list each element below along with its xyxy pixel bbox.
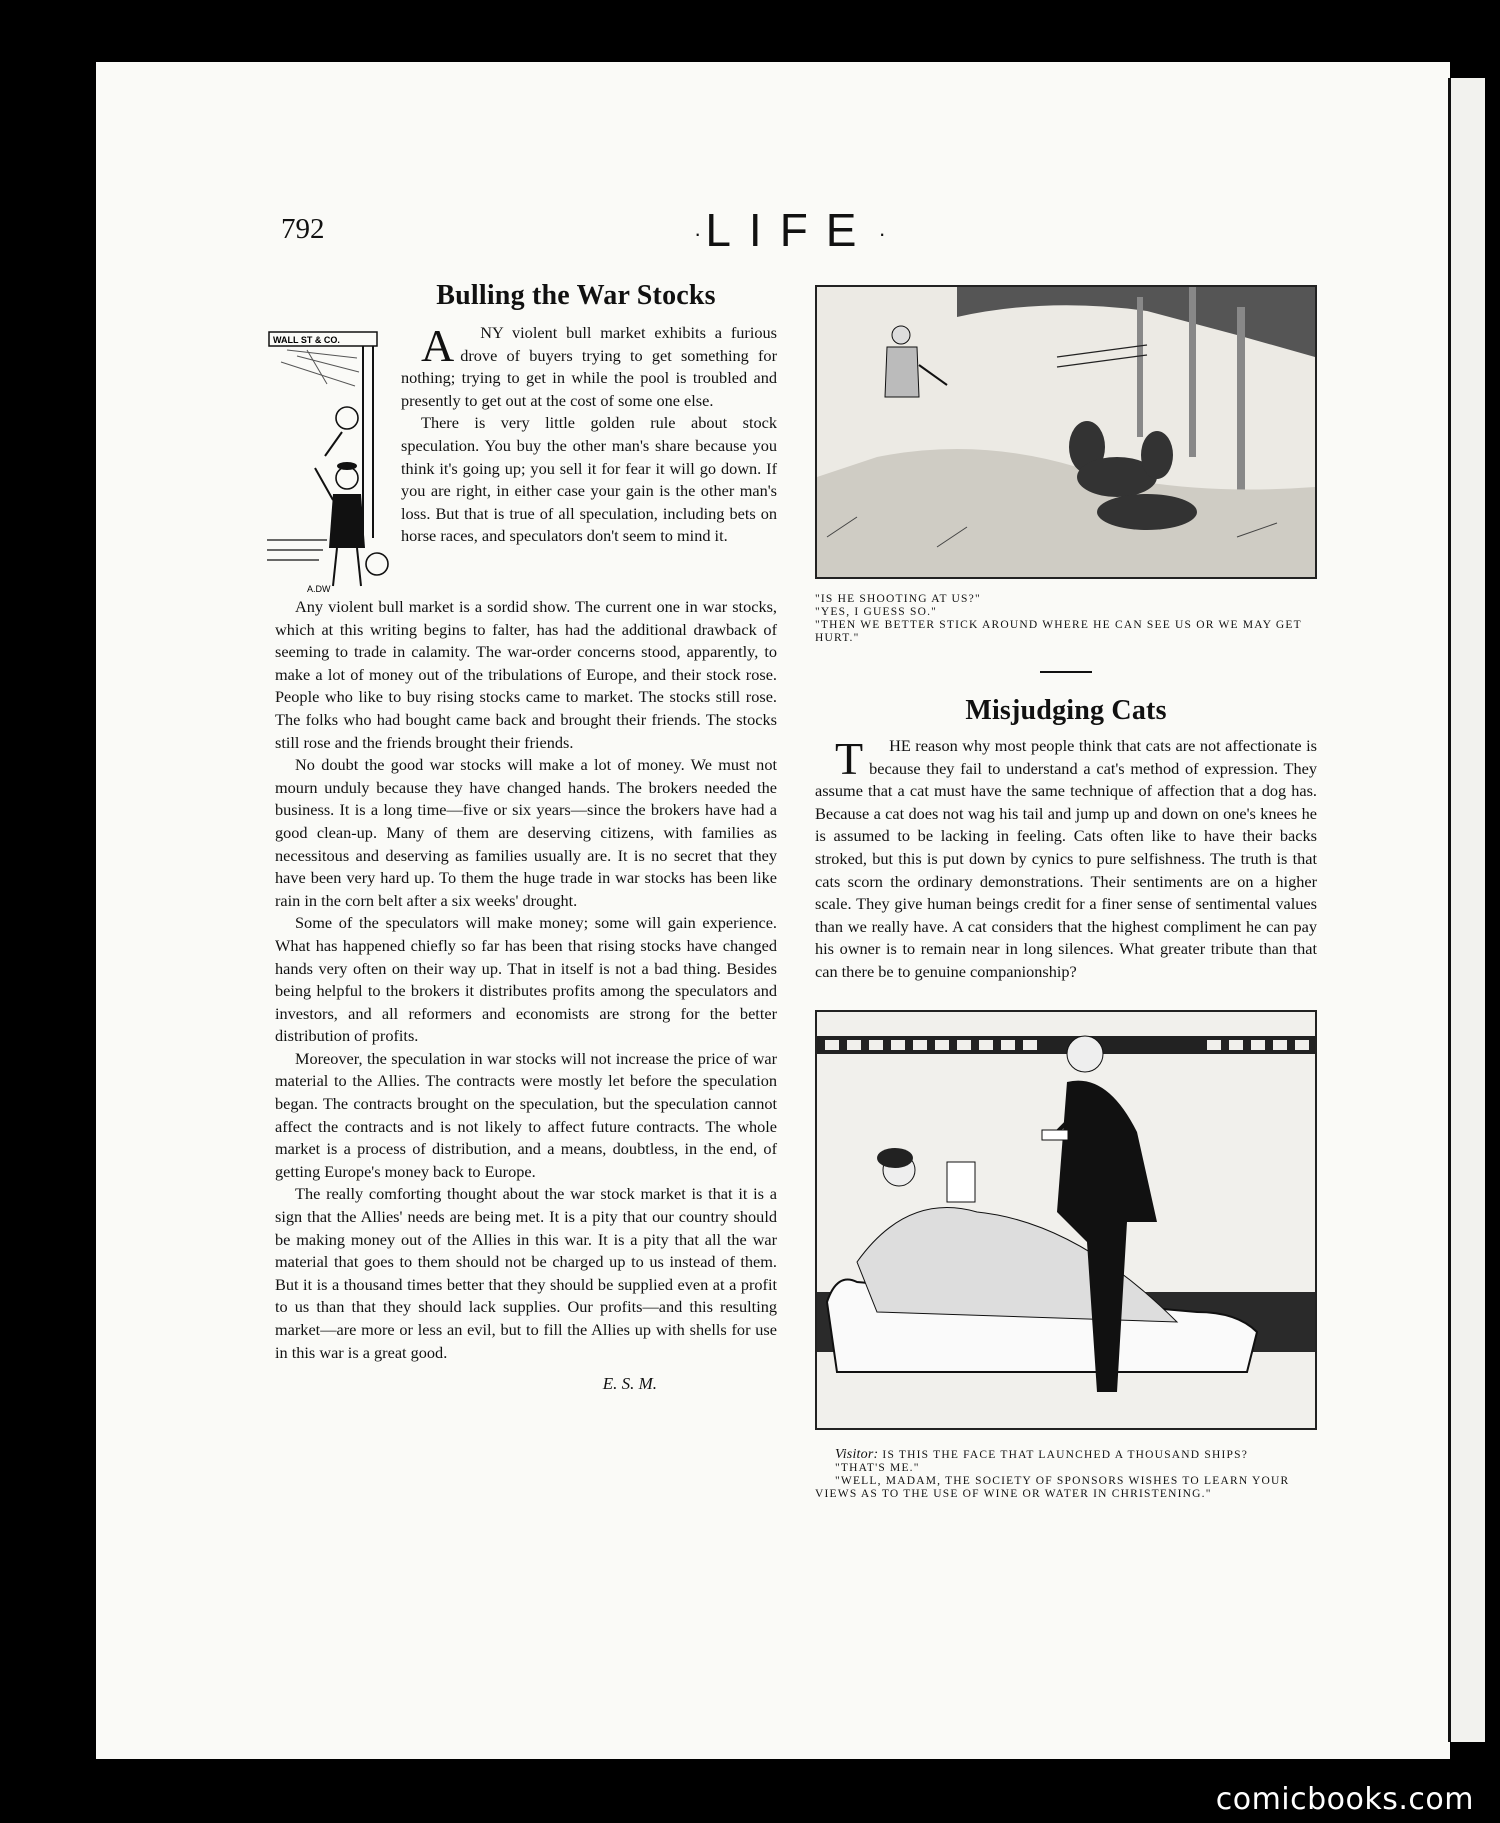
right-column bbox=[815, 285, 1317, 1501]
left-column bbox=[275, 280, 777, 1394]
sofa-illustration bbox=[815, 1010, 1317, 1430]
dropcap-t: T bbox=[835, 733, 864, 784]
facing-page-edge bbox=[1448, 78, 1485, 1742]
paragraph: Any violent bull market is a sordid show. The current one in war stocks, which at this writing begins to falter, has had the additional drawback of seeming to trade in calamity. The war-order concerns stood, apparently, to make a lot of money out of the tribulations of Europe, and their stock rose. People who like to buy rising stocks came to market. The stocks still rose. The folks who had bought came back and brought their friends. The stocks still rose and the friends brought their friends. bbox=[275, 597, 777, 752]
caption-line: "THAT'S ME." bbox=[835, 1461, 920, 1474]
hunting-caption bbox=[815, 593, 1317, 645]
caption-line: "IS HE SHOOTING AT US?" bbox=[815, 593, 981, 605]
hunting-dogs-illustration bbox=[815, 285, 1317, 579]
article-title-cats: Misjudging Cats bbox=[965, 695, 1167, 726]
dropcap-a: A bbox=[421, 320, 455, 371]
masthead bbox=[690, 203, 890, 257]
cartoon-sign-text: WALL ST & CO. bbox=[273, 335, 340, 345]
paragraph-intro-text: NY violent bull market exhibits a furious drove of buyers trying to get something for nothing; trying to get in while the pool is troubled and presently to get out at the cost of some one else. bbox=[401, 323, 777, 410]
caption-line: "WELL, MADAM, THE SOCIETY OF SPONSORS WISHES TO LEARN YOUR VIEWS AS TO THE USE OF WINE OR WATER IN CHRISTENING." bbox=[815, 1474, 1290, 1500]
cartoon-signature: A.DW bbox=[307, 584, 331, 594]
caption-line: IS THIS THE FACE THAT LAUNCHED A THOUSAND SHIPS? bbox=[882, 1448, 1249, 1461]
author-signature: E. S. M. bbox=[602, 1374, 657, 1394]
masthead-dot-right: · bbox=[878, 220, 886, 246]
paragraph-cats bbox=[815, 735, 1317, 984]
broker-cartoon bbox=[267, 328, 391, 596]
paragraph: There is very little golden rule about stock speculation. You buy the other man's share because you think it's going up; you sell it for fear it will go down. If you are right, in either case your gain is the other man's loss. But that is true of all speculation, including bets on horse races, and speculators don't seem to mind it. bbox=[401, 413, 777, 546]
article-title-war-stocks: Bulling the War Stocks bbox=[436, 280, 716, 311]
paragraph: The really comforting thought about the war stock market is that it is a sign that the Allies' needs are being met. It is a pity that our country should be making money out of the Allies in this war. It is a pity that all the war material that goes to them should not be charged up to us instead of them. But it is a thousand times better that they should be supplied even at a profit to us than that they should lack supplies. Our profits—and this resulting market—are more or less an evil, but to fill the Allies up with shells for use in this war is a great good. bbox=[275, 1184, 777, 1362]
caption-line: "THEN WE BETTER STICK AROUND WHERE HE CAN SEE US OR WE MAY GET HURT." bbox=[815, 619, 1302, 644]
article-body-war-stocks bbox=[275, 322, 777, 1394]
section-divider bbox=[1040, 671, 1092, 673]
sofa-caption bbox=[815, 1448, 1317, 1501]
watermark: comicbooks.com bbox=[1215, 1782, 1474, 1817]
caption-line: "YES, I GUESS SO." bbox=[815, 606, 938, 618]
paragraph-cats-text: HE reason why most people think that cats are not affectionate is because they fail to understand a cat's method of expression. They assume that a cat must have the same technique of affection that a dog has. Because a cat does not wag his tail and jump up and down on one's knees he is assumed to be lacking in feeling. Cats often like to have their backs stroked, but this is put down by cynics to pure selfishness. The truth is that cats scorn the ordinary demonstrations. Their sentiments are on a higher scale. They give human beings credit for a finer sense of sentimental values than we really have. A cat considers that the highest compliment he can pay his owner is to remain near in long silences. What greater tribute than that can there be to genuine companionship? bbox=[815, 736, 1317, 981]
caption-speaker: Visitor: bbox=[835, 1446, 879, 1462]
page-number: 792 bbox=[281, 213, 325, 245]
paragraph: Some of the speculators will make money; some will gain experience. What has happened chiefly so far has been that rising stocks have changed hands very often on their way up. That in itself is not a bad thing. Besides being helpful to the brokers it distributes profits among the speculators and investors, and all reformers and economists are strong for the better distribution of profits. bbox=[275, 913, 777, 1046]
paragraph: Moreover, the speculation in war stocks will not increase the price of war material to the Allies. The contracts were mostly let before the speculation began. The contracts brought on the speculation, but the speculation cannot affect the contracts and is not likely to affect future contracts. The whole market is a process of distribution, and a means, doubtless, in the end, of getting Europe's money back to Europe. bbox=[275, 1048, 777, 1181]
masthead-dot-left: · bbox=[694, 220, 702, 246]
paragraph: No doubt the good war stocks will make a lot of money. We must not mourn unduly because they have changed hands. The brokers needed the business. It is a long time—five or six years—since the brokers have had a good clean-up. Many of them are deserving citizens, with families as necessitous and deserving as families usually are. It is no secret that they have been very hard up. To them the huge trade in war stocks has been like rain in the corn belt after a six weeks' drought. bbox=[275, 755, 777, 910]
masthead-title: LIFE bbox=[705, 204, 875, 256]
